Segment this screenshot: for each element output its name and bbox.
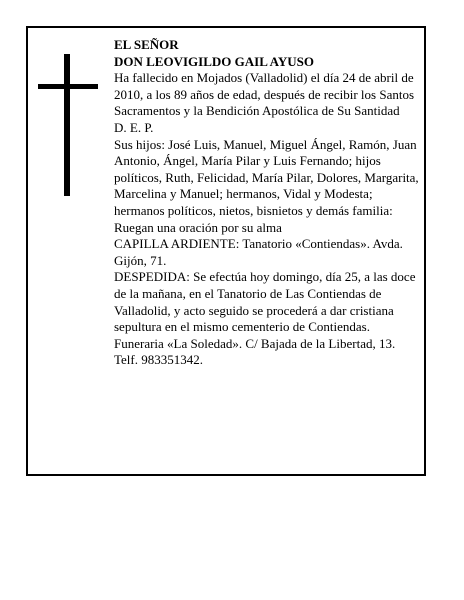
family-list: Sus hijos: José Luis, Manuel, Miguel Ángel, Ramón, Juan Antonio, Ángel, María Pilar y Luis Fernando; hijos políticos, Ruth, Felicidad, María Pilar, Dolores, Margarita, Marcelina y Manuel; hermanos, Vidal y Modesta; hermanos políticos, nietos, bisnietos y demás familia: bbox=[114, 136, 419, 218]
prayer-request: Ruegan una oración por su alma bbox=[114, 219, 282, 235]
farewell-info: DESPEDIDA: Se efectúa hoy domingo, día 25, a las doce de la mañana, en el Tanatorio de Las Contiendas de Valladolid, y acto seguido se procederá a dar cristiana sepultura en el mismo cementerio de Contiendas. bbox=[114, 269, 416, 335]
cross-vertical-bar bbox=[64, 54, 70, 196]
obituary-text bbox=[114, 37, 420, 369]
chapel-info: CAPILLA ARDIENTE: Tanatorio «Contiendas». Avda. Gijón, 71. bbox=[114, 236, 403, 268]
cross-icon bbox=[38, 54, 98, 196]
heading-title: EL SEÑOR bbox=[114, 37, 179, 52]
cross-horizontal-bar bbox=[38, 84, 98, 89]
deceased-name: DON LEOVIGILDO GAIL AYUSO bbox=[114, 53, 314, 69]
death-announcement: Ha fallecido en Mojados (Valladolid) el día 24 de abril de 2010, a los 89 años de edad, después de recibir los Santos Sacramentos y la Bendición Apostólica de Su Santidad bbox=[114, 70, 415, 119]
rip-line: D. E. P. bbox=[114, 119, 154, 135]
funeral-home-info: Funeraria «La Soledad». C/ Bajada de la Libertad, 13. Telf. 983351342. bbox=[114, 335, 396, 368]
